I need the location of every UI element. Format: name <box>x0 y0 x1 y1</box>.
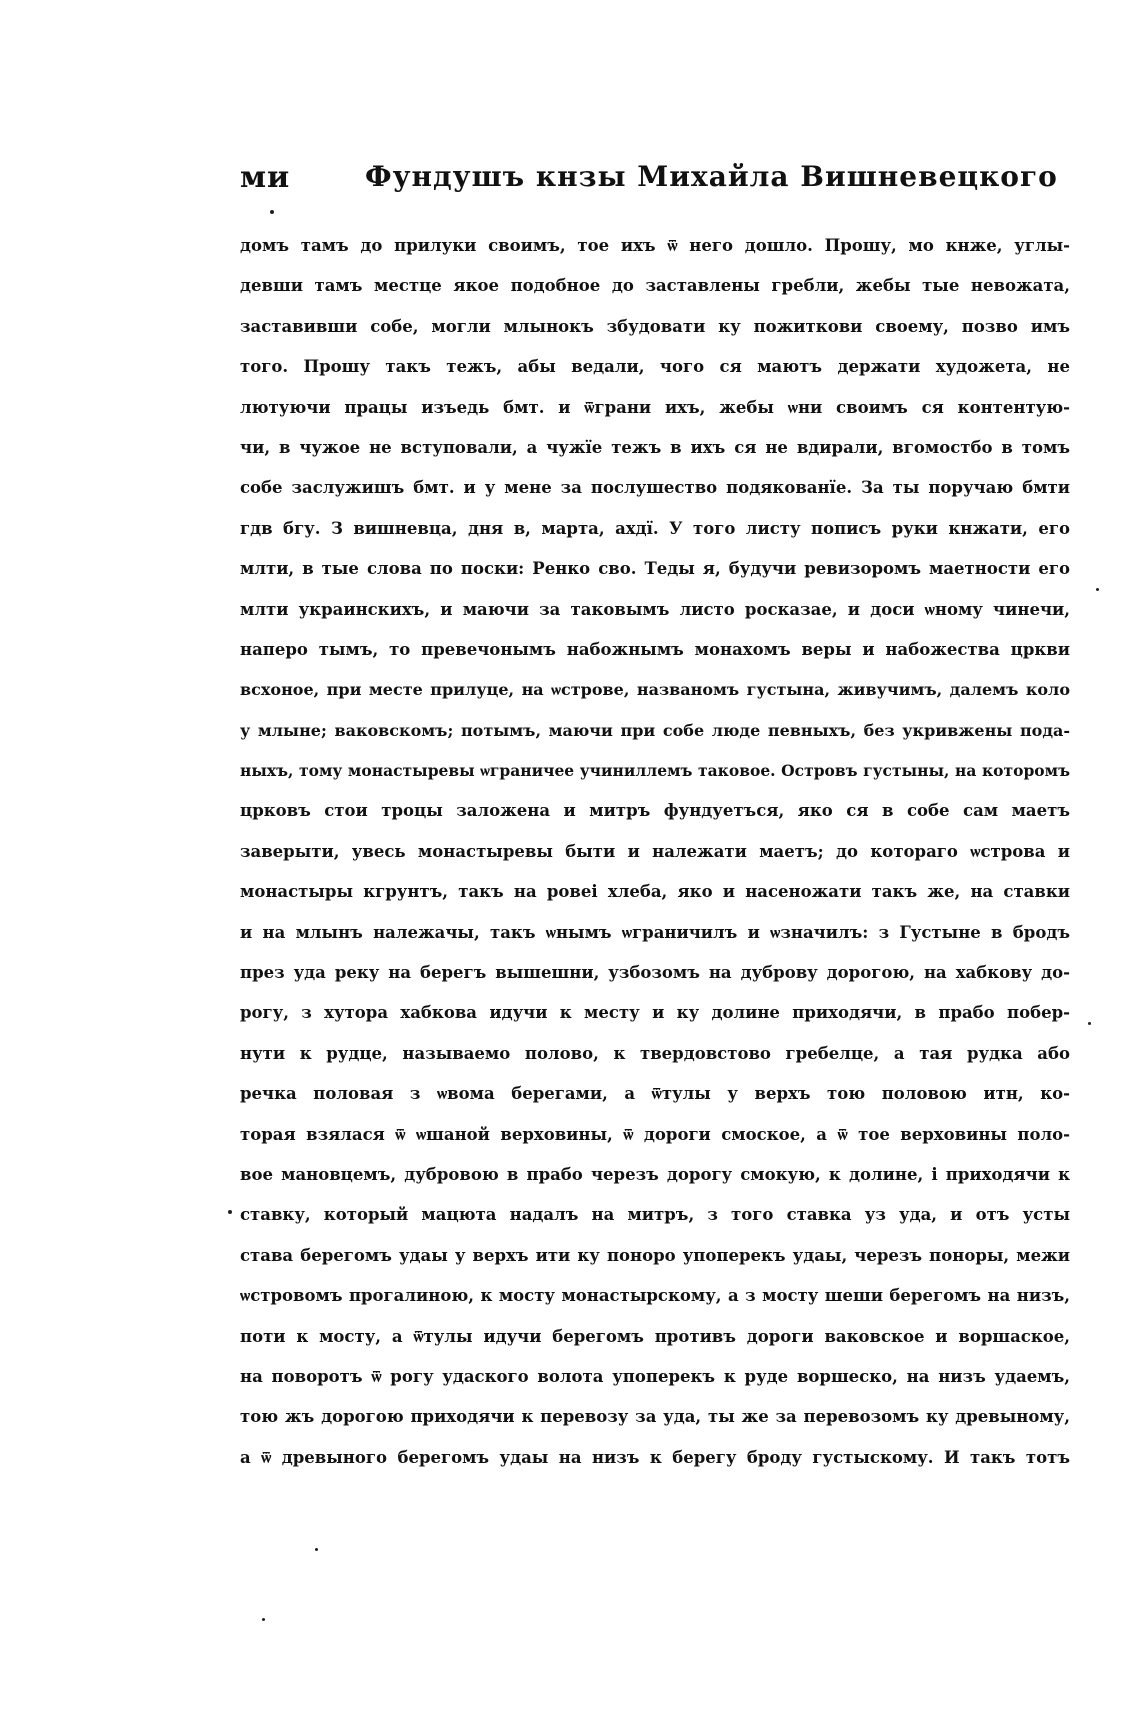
text-line: заверыти, увесь монастыревы быти и належати маетъ; до котораго ѡстрова и <box>240 841 1070 861</box>
print-speck <box>1096 588 1099 591</box>
text-line: рогу, з хутора хабкова идучи к месту и ку долине приходячи, в прабо побер- <box>240 1003 1070 1023</box>
text-line: речка половая з ѡвома берегами, а ѿтулы у верхъ тою половою итн, ко- <box>240 1084 1070 1104</box>
text-line: гдв бгу. З вишневца, дня в, марта, ахдї. У того листу пописъ руки кнжати, его <box>240 518 1070 538</box>
text-line: всхоное, при месте прилуце, на ѡстрове, названомъ густына, живучимъ, далемъ коло <box>240 680 1070 700</box>
text-line: ѡстровомъ прогалиною, к мосту монастырскому, а з мосту шеши берегомъ на низъ, <box>240 1286 1070 1306</box>
text-line: става берегомъ удаы у верхъ ити ку поноро упоперекъ удаы, черезъ поноры, межи <box>240 1245 1070 1265</box>
page-header <box>240 160 1070 204</box>
print-speck <box>270 210 274 214</box>
text-line: ставку, который мацюта надалъ на митръ, з того ставка уз уда, и отъ усты <box>240 1205 1070 1225</box>
text-line: през уда реку на берегъ вышешни, узбозомъ на дуброву дорогою, на хабкову до- <box>240 963 1070 983</box>
text-line: на поворотъ ѿ рогу удаского волота упоперекъ к руде воршеско, на низъ удаемъ, <box>240 1366 1070 1386</box>
text-line: того. Прошу такъ тежъ, абы ведали, чого ся маютъ держати художета, не <box>240 357 1070 377</box>
text-line: нути к рудце, называемо полово, к твердовстово гребелце, а тая рудка або <box>240 1043 1070 1063</box>
print-speck <box>262 1618 265 1621</box>
text-line: собе заслужишъ бмт. и у мене за послушество подякованїе. За ты поручаю бмти <box>240 478 1070 498</box>
text-line: торая взялася ѿ ѡшаной верховины, ѿ дороги смоское, а ѿ тое верховины поло- <box>240 1124 1070 1144</box>
print-speck <box>315 1548 318 1551</box>
text-line: монастыры кгрунтъ, такъ на ровеі хлеба, яко и насеножати такъ же, на ставки <box>240 882 1070 902</box>
text-line: заставивши собе, могли млынокъ збудовати ку пожиткови своему, позво имъ <box>240 316 1070 336</box>
text-line: и на млынъ належачы, такъ ѡнымъ ѡграничилъ и ѡзначилъ: з Густыне в бродъ <box>240 922 1070 942</box>
text-line: чи, в чужое не вступовали, а чужїе тежъ в ихъ ся не вдирали, вгомостбо в томъ <box>240 437 1070 457</box>
body-text <box>240 226 1070 1478</box>
text-line: вое мановцемъ, дубровою в прабо черезъ дорогу смокую, к долине, і приходячи к <box>240 1164 1070 1184</box>
text-line: наперо тымъ, то превечонымъ набожнымъ монахомъ веры и набожества цркви <box>240 639 1070 659</box>
page-number: ми <box>240 160 291 195</box>
text-line: млти, в тые слова по поски: Ренко сво. Теды я, будучи ревизоромъ маетности его <box>240 559 1070 579</box>
text-line: девши тамъ местце якое подобное до заставлены гребли, жебы тые невожата, <box>240 276 1070 296</box>
text-line: ныхъ, тому монастыревы ѡграничее учиниллемъ таковое. Островъ густыны, на которомъ <box>240 761 1070 781</box>
text-line: поти к мосту, а ѿтулы идучи берегомъ противъ дороги ваковское и воршаское, <box>240 1326 1070 1346</box>
text-line: а ѿ древыного берегомъ удаы на низъ к берегу броду густыскому. И такъ тотъ <box>240 1447 1070 1467</box>
print-speck <box>228 1210 232 1214</box>
text-line: домъ тамъ до прилуки своимъ, тое ихъ ѿ него дошло. Прошу, мо кнже, углы- <box>240 236 1070 255</box>
text-line: млти украинскихъ, и маючи за таковымъ листо росказае, и доси ѡному чинечи, <box>240 599 1070 619</box>
text-line: у млыне; ваковскомъ; потымъ, маючи при собе люде певныхъ, без укривжены пода- <box>240 720 1070 740</box>
print-speck <box>1088 1022 1091 1025</box>
text-line: тою жъ дорогою приходячи к перевозу за уда, ты же за перевозомъ ку древыному, <box>240 1407 1070 1427</box>
text-line: црковъ стои троцы заложена и митръ фундуетъся, яко ся в собе сам маетъ <box>240 801 1070 821</box>
text-line: лютуючи працы изъедь бмт. и ѿграни ихъ, жебы ѡни своимъ ся контентую- <box>240 397 1070 417</box>
running-title: Фундушъ кнзы Михайла Вишневецкого <box>365 160 1058 193</box>
